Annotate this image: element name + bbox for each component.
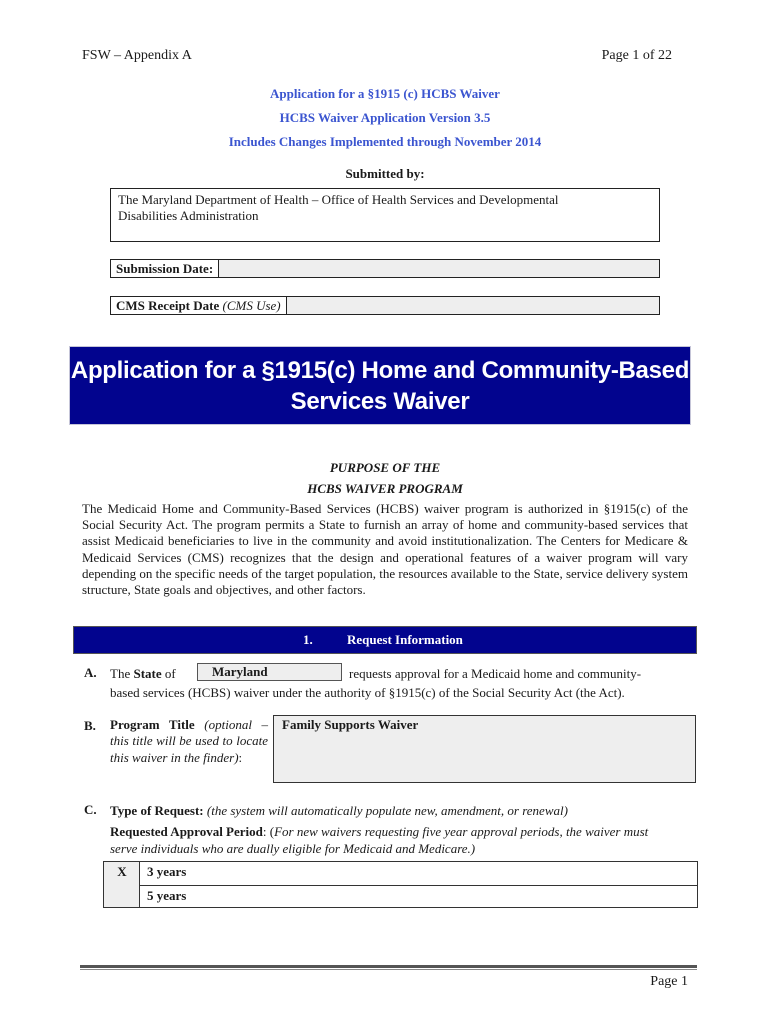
purpose-heading-1: PURPOSE OF THE (329, 460, 441, 475)
approval-period-row-divider (140, 885, 697, 886)
cms-receipt-note: (CMS Use) (222, 298, 281, 313)
footer-rule-thin (80, 969, 697, 970)
program-title-label: Program Title (110, 717, 195, 732)
type-of-request-label: Type of Request: (110, 803, 204, 818)
item-a-state-label: State (133, 666, 162, 681)
item-a-lead (110, 665, 176, 682)
item-a-letter: A. (84, 665, 97, 680)
submitted-by-label: Submitted by: (345, 166, 425, 181)
approval-period-table (103, 861, 698, 908)
approval-period-line-1 (110, 823, 648, 840)
submission-date-label: Submission Date: (111, 260, 219, 277)
program-title-label-block (110, 717, 268, 766)
item-a-of: of (161, 666, 176, 681)
title-line-1: Application for a §1915 (c) HCBS Waiver (270, 86, 500, 101)
option-3-years-label: 3 years (147, 864, 187, 879)
footer-rule-thick (80, 965, 697, 968)
cms-receipt-row (110, 296, 660, 315)
submitter-field[interactable] (110, 188, 660, 242)
approval-period-note-1: For new waivers requesting five year approval periods, the waiver must (274, 824, 649, 839)
submission-date-field[interactable] (219, 260, 659, 277)
section-1-title: Request Information (347, 632, 463, 647)
item-a-line-2: based services (HCBS) waiver under the authority of §1915(c) of the Social Security Act (the Act). (110, 685, 625, 700)
title-line-3: Includes Changes Implemented through November 2014 (228, 134, 542, 149)
header-appendix-label: FSW – Appendix A (82, 48, 192, 63)
item-b-letter: B. (84, 718, 96, 733)
purpose-heading-2: HCBS WAIVER PROGRAM (307, 481, 463, 496)
item-c-letter: C. (84, 802, 97, 817)
submitter-line-1: The Maryland Department of Health – Office of Health Services and Developmental (118, 192, 559, 207)
state-field[interactable]: Maryland (197, 663, 342, 681)
program-title-field[interactable]: Family Supports Waiver (273, 715, 696, 783)
footer-page-number: Page 1 (650, 974, 688, 989)
program-title-colon: : (238, 749, 243, 765)
option-3-years-checkbox[interactable]: X (117, 864, 127, 879)
application-title-banner (69, 346, 691, 425)
option-5-years-label: 5 years (147, 888, 187, 903)
title-line-2: HCBS Waiver Application Version 3.5 (279, 110, 491, 125)
banner-line-1: Application for a §1915(c) Home and Community-Based (70, 357, 690, 384)
approval-period-colon: : ( (262, 824, 275, 839)
section-1-header (73, 626, 697, 654)
approval-period-note-2: serve individuals who are dually eligible for Medicaid and Medicare.) (110, 841, 476, 856)
purpose-paragraph: The Medicaid Home and Community-Based Services (HCBS) waiver program is authorized in §1915(c) of the Social Security Act. The program permits a State to furnish an array of home and community-based services that assist Medicaid beneficiaries to live in the community and avoid institutionalization. The Centers for Medicare & Medicaid Services (CMS) recognizes that the design and operational features of a waiver program will vary depending on the specific needs of the target population, the resources available to the State, service delivery system structure, State goals and objectives, and other factors. (82, 501, 688, 598)
type-of-request-note: (the system will automatically populate new, amendment, or renewal) (206, 803, 568, 818)
type-of-request-line (110, 802, 568, 819)
cms-receipt-label-cell (111, 297, 287, 314)
banner-line-2: Services Waiver (290, 388, 470, 415)
item-a-post: requests approval for a Medicaid home and community- (349, 666, 642, 681)
submitter-line-2: Disabilities Administration (118, 208, 259, 223)
cms-receipt-field[interactable] (287, 297, 659, 314)
submission-date-row (110, 259, 660, 278)
section-1-number: 1. (303, 632, 313, 647)
header-page-count: Page 1 of 22 (601, 48, 672, 63)
program-title-note: (optional – this title will be used to locate this waiver in the finder) (110, 717, 269, 765)
item-a-pre: The (110, 666, 134, 681)
cms-receipt-label: CMS Receipt Date (116, 298, 220, 313)
approval-period-label: Requested Approval Period (110, 824, 263, 839)
